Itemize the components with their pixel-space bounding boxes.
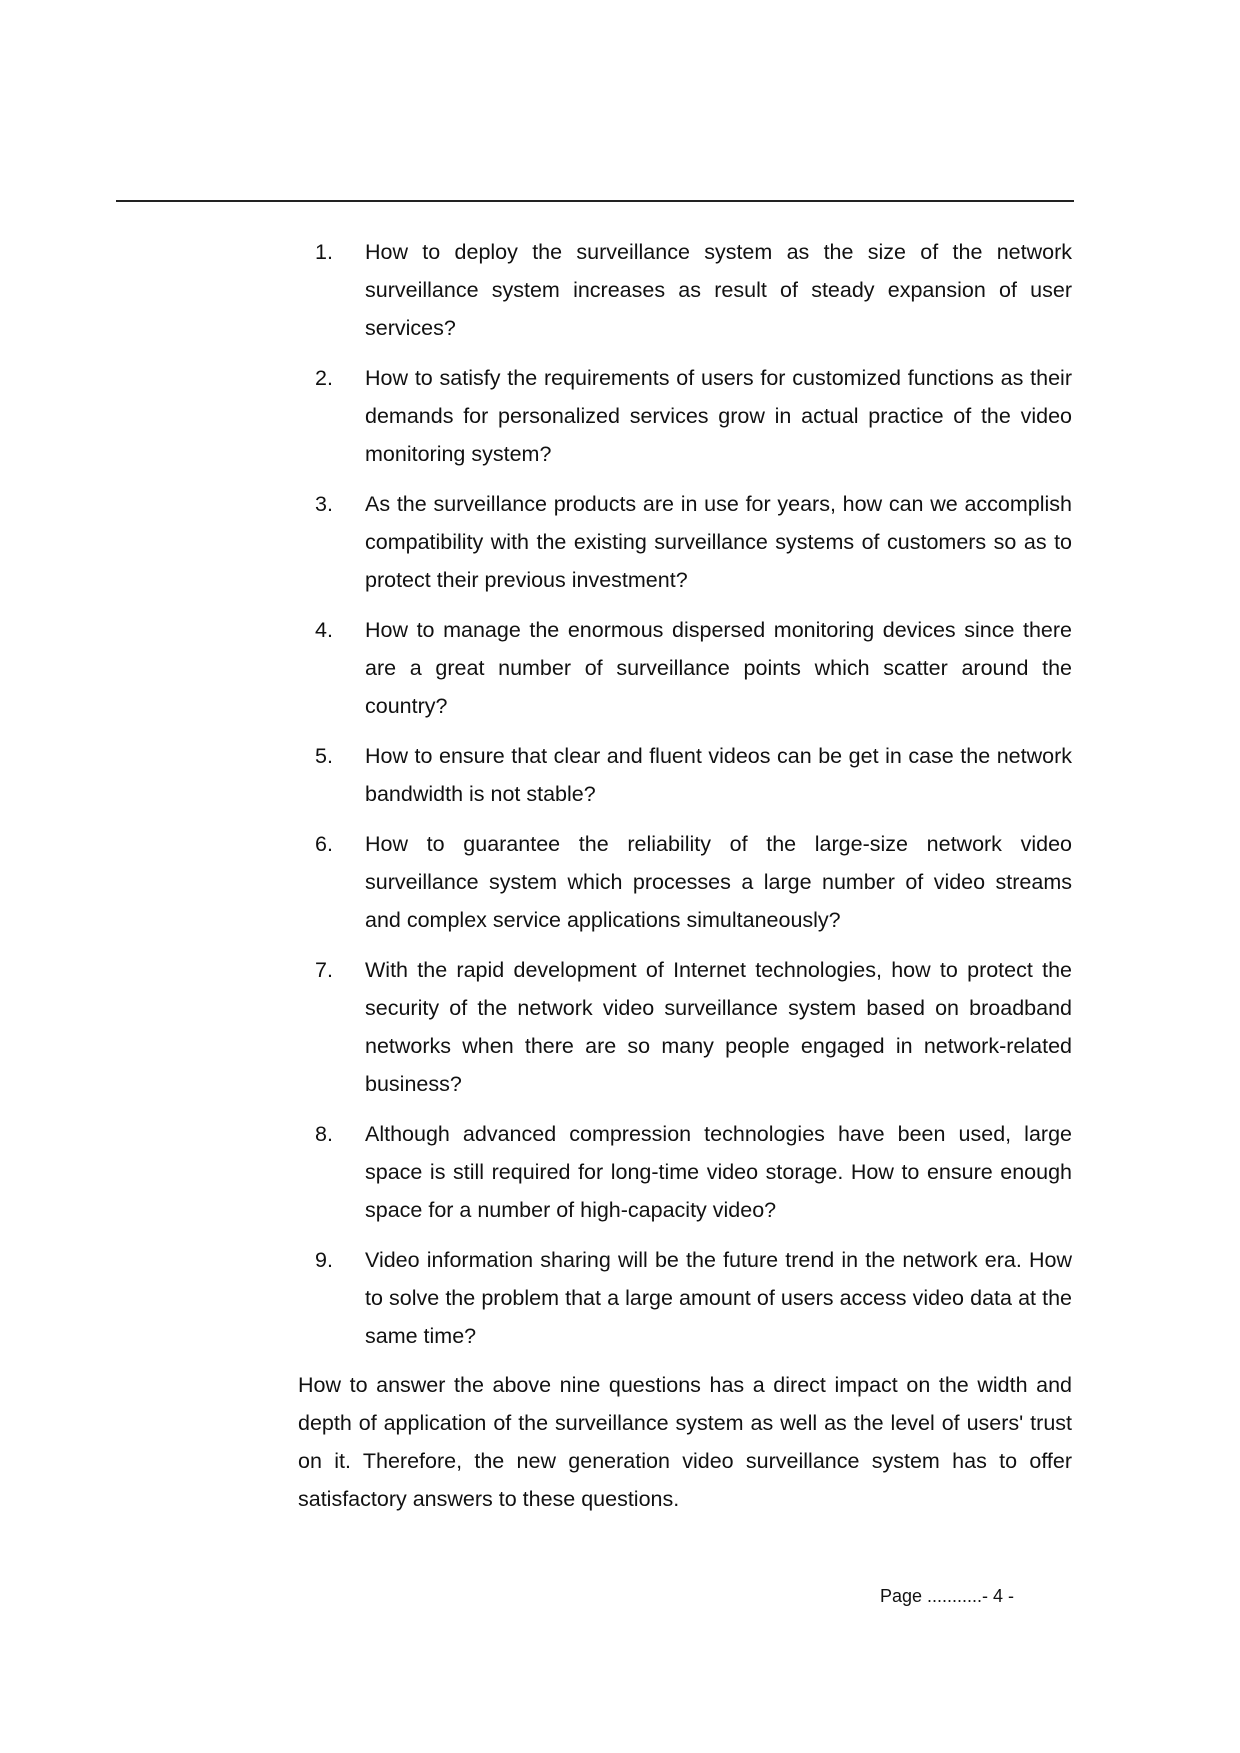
question-number: 6. [315, 832, 333, 856]
question-number: 1. [315, 240, 333, 264]
question-number: 3. [315, 492, 333, 516]
question-text: How to manage the enormous dispersed monitoring devices since there are a great number of surveillance points which scatter around the country? [365, 618, 1072, 718]
question-text: Although advanced compression technologies have been used, large space is still required for long-time video storage. How to ensure enough space for a number of high-capacity video? [365, 1122, 1072, 1222]
question-text: How to deploy the surveillance system as the size of the network surveillance system increases as result of steady expansion of user services? [365, 240, 1072, 340]
page-number: Page ...........- 4 - [880, 1586, 1015, 1606]
question-text: Video information sharing will be the future trend in the network era. How to solve the problem that a large amount of users access video data at the same time? [365, 1248, 1072, 1348]
question-text: As the surveillance products are in use for years, how can we accomplish compatibility with the existing surveillance systems of customers so as to protect their previous investment? [365, 492, 1072, 592]
question-item-5 [298, 737, 1072, 813]
header-rule [116, 200, 1074, 202]
question-text: How to ensure that clear and fluent videos can be get in case the network bandwidth is not stable? [365, 744, 1072, 806]
question-item-2 [298, 359, 1072, 473]
question-number: 9. [315, 1248, 333, 1272]
question-text: How to satisfy the requirements of users for customized functions as their demands for personalized services grow in actual practice of the video monitoring system? [365, 366, 1072, 466]
question-number: 7. [315, 958, 333, 982]
question-number: 2. [315, 366, 333, 390]
question-item-4 [298, 611, 1072, 725]
question-number: 8. [315, 1122, 333, 1146]
question-number: 4. [315, 618, 333, 642]
question-item-3 [298, 485, 1072, 599]
question-item-8 [298, 1115, 1072, 1229]
question-item-1 [298, 233, 1072, 347]
question-text: With the rapid development of Internet technologies, how to protect the security of the network video surveillance system based on broadband networks when there are so many people engaged in network-related business? [365, 958, 1072, 1096]
question-item-6 [298, 825, 1072, 939]
question-number: 5. [315, 744, 333, 768]
question-text: How to guarantee the reliability of the large-size network video surveillance system which processes a large number of video streams and complex service applications simultaneously? [365, 832, 1072, 932]
question-item-9 [298, 1241, 1072, 1355]
summary-paragraph: How to answer the above nine questions has a direct impact on the width and depth of application of the surveillance system as well as the level of users' trust on it. Therefore, the new generation video surveillance system has to offer satisfactory answers to these questions. [298, 1373, 1072, 1511]
question-list [298, 233, 1072, 1367]
question-item-7 [298, 951, 1072, 1103]
